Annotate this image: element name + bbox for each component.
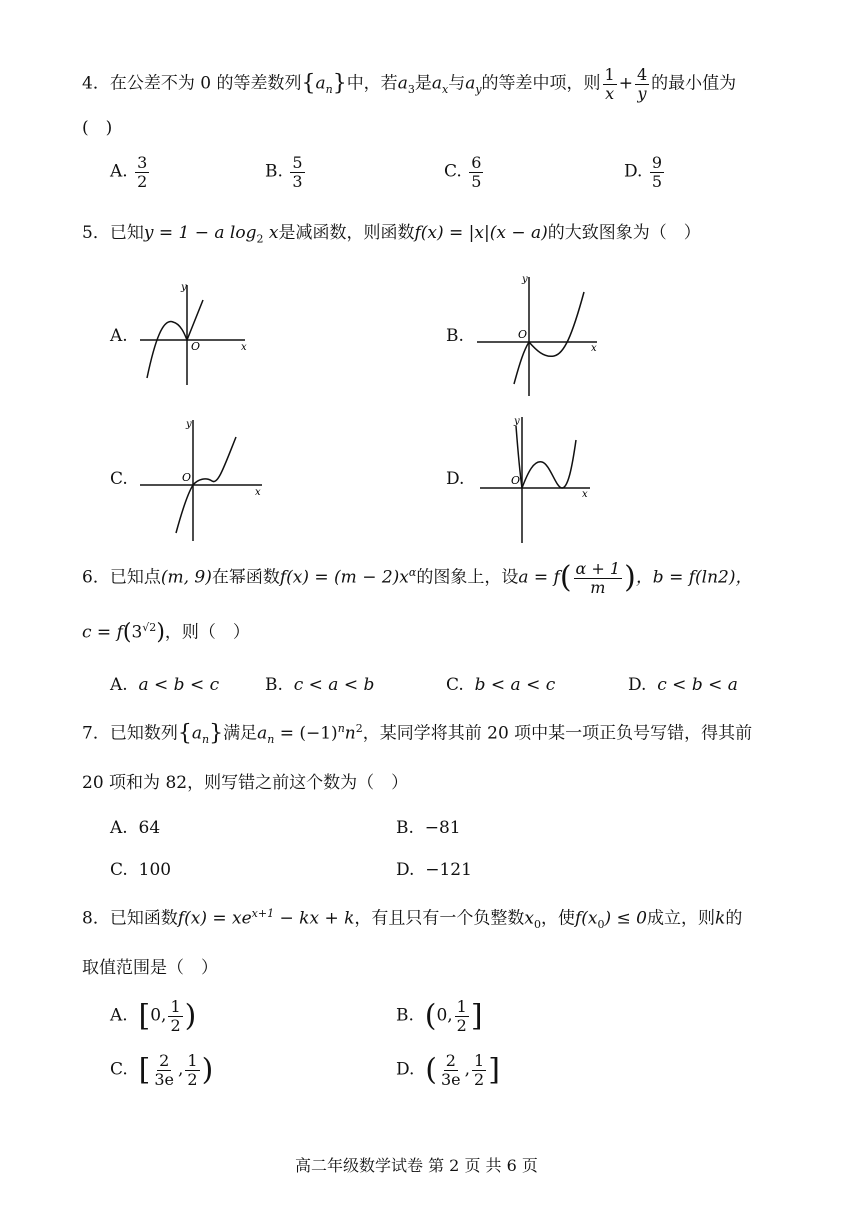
- origin-label: O: [518, 328, 528, 341]
- x-axis-label: x: [241, 342, 247, 353]
- q4-option-a: A. $\frac{3}{2}$: [110, 153, 148, 191]
- q8-stem-line2: 取值范围是（ ）: [82, 958, 218, 978]
- x-axis-label: x: [582, 489, 588, 500]
- q7-stem: 7．已知数列$\{a_n\}$满足$a_n = (-1)^nn^2$，某同学将其前 20 项中某一项正负号写错，得其前: [82, 721, 753, 747]
- q7-stem-line2: 20 项和为 82，则写错之前这个数为（ ）: [82, 773, 409, 793]
- q4-option-d: D. $\frac{9}{5}$: [624, 153, 663, 191]
- q5-graph-a-label: A.: [110, 326, 128, 346]
- q6-stem-line2: $c = f(3^{√2})$，则（ ）: [82, 620, 250, 646]
- q4-option-b: B. $\frac{5}{3}$: [265, 153, 303, 191]
- q8-option-d: D. ( $\frac{2}{3e}$ , $\frac{1}{2}$ ]: [396, 1051, 500, 1089]
- y-axis-label: y: [514, 416, 520, 427]
- q4-stem: 4．在公差不为 0 的等差数列$\{a_n\}$中，若$a_3$是$a_x$与$a_y$的等差中项，则 $\frac{1}{x}$ + $\frac{4}{y}$ 的最小值为: [82, 65, 737, 103]
- origin-label: O: [182, 471, 192, 484]
- q5-graph-b-label: B.: [446, 326, 464, 346]
- q7-option-b: B. −81: [396, 818, 461, 838]
- q7-option-c: C. 100: [110, 860, 172, 880]
- fraction: $\frac{4}{y}$: [636, 65, 648, 103]
- q4-option-c: C. $\frac{6}{5}$: [444, 153, 482, 191]
- q5-graph-b: [472, 272, 602, 400]
- y-axis-label: y: [181, 282, 187, 293]
- q6-option-a: A. a < b < c: [110, 675, 220, 695]
- q5-graph-c-label: C.: [110, 469, 128, 489]
- q5-stem: 5．已知y = 1 − a $\log_2 x$是减函数，则函数f(x) = |x|(x − a)的大致图象为（ ）: [82, 223, 701, 246]
- x-axis-label: x: [591, 343, 597, 354]
- page-footer: 高二年级数学试卷 第 2 页 共 6 页: [295, 1156, 538, 1175]
- q8-option-a: A. [0, $\frac{1}{2}$ ): [110, 997, 197, 1035]
- q5-graph-d-label: D.: [446, 469, 465, 489]
- x-axis-label: x: [255, 487, 261, 498]
- fraction: $\frac{\alpha + 1}{m}$: [575, 559, 621, 597]
- q6-option-b: B. c < a < b: [265, 675, 375, 695]
- q6-option-c: C. b < a < c: [446, 675, 556, 695]
- origin-label: O: [191, 340, 201, 353]
- q5-graph-d: [478, 412, 598, 547]
- q6-stem: 6．已知点(m, 9)在幂函数$f(x) = (m - 2)x^\alpha$的图象上，设a = f( $\frac{\alpha + 1}{m}$ )，b = f(ln2)，: [82, 559, 753, 597]
- y-axis-label: y: [522, 274, 528, 285]
- y-axis-label: y: [186, 419, 192, 430]
- q5-graph-a: [135, 280, 255, 390]
- q8-option-b: B. (0, $\frac{1}{2}$ ]: [396, 997, 483, 1035]
- origin-label: O: [511, 474, 521, 487]
- q7-option-a: A. 64: [110, 818, 161, 838]
- q8-option-c: C. [ $\frac{2}{3e}$ , $\frac{1}{2}$ ): [110, 1051, 214, 1089]
- q6-option-d: D. c < b < a: [628, 675, 738, 695]
- q7-option-d: D. −121: [396, 860, 472, 880]
- fraction: $\frac{1}{x}$: [604, 65, 615, 103]
- q5-graph-c: [138, 415, 268, 545]
- q8-stem: 8．已知函数$f(x) = xe^{x+1}$ − kx + k，有且只有一个负整数$x_0$，使$f(x_0) \le 0$成立，则k的: [82, 907, 743, 932]
- q4-paren: ( ): [82, 118, 113, 138]
